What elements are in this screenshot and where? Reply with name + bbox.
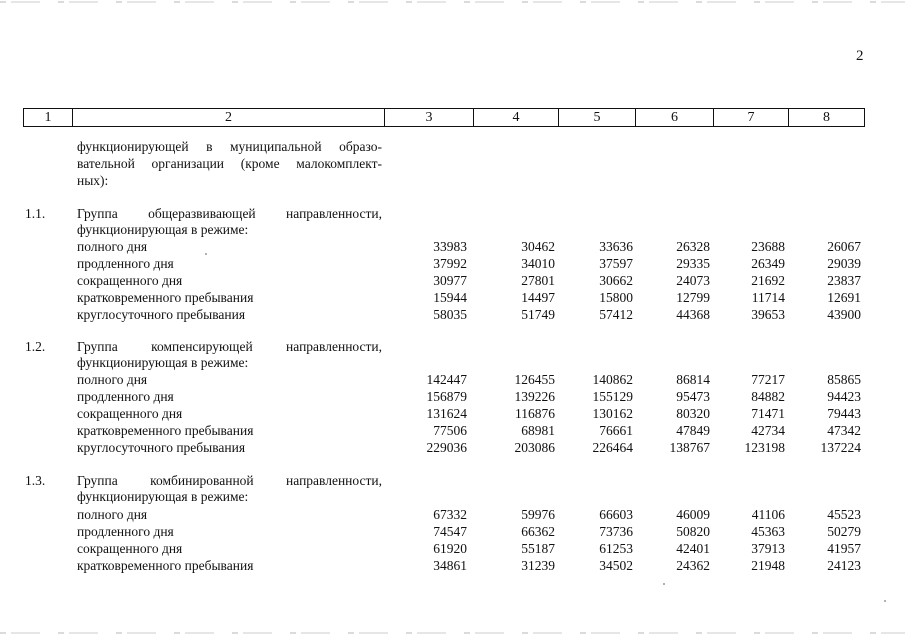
cell-value: 26328 [676, 239, 710, 254]
row-label: круглосуточного пребывания [77, 440, 246, 455]
page-number: 2 [856, 48, 864, 64]
cell-value: 45523 [827, 507, 861, 522]
cell-value: 26349 [751, 256, 785, 271]
row-label: сокращенного дня [77, 406, 183, 421]
row-label: полного дня [77, 239, 148, 254]
cell-value: 31239 [521, 558, 555, 573]
row-label: сокращенного дня [77, 541, 183, 556]
cell-value: 47342 [827, 423, 861, 438]
cell-value: 26067 [827, 239, 861, 254]
cell-value: 76661 [599, 423, 633, 438]
cell-value: 15944 [433, 290, 467, 305]
section-number: 1.2. [25, 339, 46, 354]
table-row [0, 371, 905, 388]
cell-value: 66603 [599, 507, 633, 522]
cell-value: 57412 [599, 307, 633, 322]
cell-value: 229036 [426, 440, 467, 455]
cell-value: 14497 [521, 290, 555, 305]
section-title-line: функционирующая в режиме: [77, 355, 249, 370]
cell-value: 80320 [676, 406, 710, 421]
cell-value: 44368 [676, 307, 710, 322]
cell-value: 137224 [820, 440, 861, 455]
cell-value: 15800 [599, 290, 633, 305]
cell-value: 33636 [599, 239, 633, 254]
cell-value: 50820 [676, 524, 710, 539]
section-title-line: функционирующая в режиме: [77, 489, 249, 504]
cell-value: 130162 [592, 406, 633, 421]
cell-value: 41106 [751, 507, 785, 522]
cell-value: 138767 [669, 440, 710, 455]
row-label: кратковременного пребывания [77, 423, 254, 438]
cell-value: 43900 [827, 307, 861, 322]
cell-value: 73736 [599, 524, 633, 539]
cell-value: 74547 [433, 524, 467, 539]
cell-value: 24073 [676, 273, 710, 288]
table-row [0, 255, 905, 272]
row-label: продленного дня [77, 256, 174, 271]
cell-value: 12691 [827, 290, 861, 305]
cell-value: 50279 [827, 524, 861, 539]
cell-value: 30977 [433, 273, 467, 288]
cell-value: 55187 [521, 541, 555, 556]
row-label: полного дня [77, 507, 148, 522]
header-cell: 3 [385, 109, 474, 127]
scan-artifact-top [0, 1, 905, 3]
cell-value: 61920 [433, 541, 467, 556]
row-label: полного дня [77, 372, 148, 387]
section-title-line: Группа компенсирующей направленности, [77, 339, 382, 354]
table-row [0, 405, 905, 422]
cell-value: 156879 [426, 389, 467, 404]
table-row [0, 388, 905, 405]
cell-value: 79443 [827, 406, 861, 421]
cell-value: 59976 [521, 507, 555, 522]
cell-value: 39653 [751, 307, 785, 322]
cell-value: 27801 [521, 273, 555, 288]
table-row [0, 272, 905, 289]
intro-text-line: вательной организации (кроме малокомплект- [77, 156, 382, 171]
cell-value: 66362 [521, 524, 555, 539]
cell-value: 37913 [751, 541, 785, 556]
table-row [0, 506, 905, 523]
section-number: 1.1. [25, 206, 46, 221]
cell-value: 12799 [676, 290, 710, 305]
cell-value: 37992 [433, 256, 467, 271]
header-cell: 6 [636, 109, 714, 127]
cell-value: 30462 [521, 239, 555, 254]
section-title-line: Группа общеразвивающей направленности, [77, 206, 382, 221]
row-label: кратковременного пребывания [77, 290, 254, 305]
header-cell: 5 [559, 109, 636, 127]
cell-value: 21692 [751, 273, 785, 288]
scan-speck [884, 600, 886, 602]
cell-value: 45363 [751, 524, 785, 539]
cell-value: 84882 [751, 389, 785, 404]
scan-speck [205, 253, 207, 255]
cell-value: 33983 [433, 239, 467, 254]
row-label: сокращенного дня [77, 273, 183, 288]
cell-value: 34502 [599, 558, 633, 573]
cell-value: 61253 [599, 541, 633, 556]
table-row [0, 557, 905, 574]
cell-value: 37597 [599, 256, 633, 271]
cell-value: 34861 [433, 558, 467, 573]
cell-value: 46009 [676, 507, 710, 522]
cell-value: 11714 [751, 290, 785, 305]
cell-value: 23837 [827, 273, 861, 288]
scan-speck [663, 583, 665, 585]
table-row [0, 306, 905, 323]
cell-value: 71471 [751, 406, 785, 421]
row-label: круглосуточного пребывания [77, 307, 246, 322]
table-row [0, 439, 905, 456]
table-row [0, 422, 905, 439]
cell-value: 86814 [676, 372, 710, 387]
cell-value: 95473 [676, 389, 710, 404]
header-cell: 7 [714, 109, 789, 127]
cell-value: 24362 [676, 558, 710, 573]
cell-value: 77506 [433, 423, 467, 438]
cell-value: 21948 [751, 558, 785, 573]
cell-value: 42401 [676, 541, 710, 556]
cell-value: 42734 [751, 423, 785, 438]
cell-value: 155129 [592, 389, 633, 404]
cell-value: 226464 [592, 440, 633, 455]
intro-text-line: функционирующей в муниципальной образо- [77, 139, 382, 154]
table-row [0, 540, 905, 557]
cell-value: 24123 [827, 558, 861, 573]
cell-value: 131624 [426, 406, 467, 421]
section-number: 1.3. [25, 473, 46, 488]
table-row [0, 289, 905, 306]
table-row [0, 523, 905, 540]
cell-value: 29335 [676, 256, 710, 271]
header-cell: 2 [73, 109, 385, 127]
cell-value: 139226 [514, 389, 555, 404]
cell-value: 85865 [827, 372, 861, 387]
cell-value: 47849 [676, 423, 710, 438]
cell-value: 142447 [426, 372, 467, 387]
cell-value: 77217 [751, 372, 785, 387]
cell-value: 58035 [433, 307, 467, 322]
cell-value: 29039 [827, 256, 861, 271]
table-row [0, 238, 905, 255]
cell-value: 203086 [514, 440, 555, 455]
row-label: кратковременного пребывания [77, 558, 254, 573]
intro-text-line: ных): [77, 173, 109, 188]
column-number-header [23, 108, 865, 127]
cell-value: 68981 [521, 423, 555, 438]
cell-value: 140862 [592, 372, 633, 387]
cell-value: 94423 [827, 389, 861, 404]
cell-value: 123198 [744, 440, 785, 455]
scan-artifact-bottom [0, 632, 905, 634]
cell-value: 51749 [521, 307, 555, 322]
cell-value: 116876 [515, 406, 555, 421]
section-title-line: функционирующая в режиме: [77, 222, 249, 237]
cell-value: 67332 [433, 507, 467, 522]
section-title-line: Группа комбинированной направленности, [77, 473, 382, 488]
cell-value: 126455 [514, 372, 555, 387]
cell-value: 23688 [751, 239, 785, 254]
header-cell: 4 [474, 109, 559, 127]
row-label: продленного дня [77, 524, 174, 539]
cell-value: 34010 [521, 256, 555, 271]
cell-value: 30662 [599, 273, 633, 288]
header-cell: 1 [24, 109, 73, 127]
header-cell: 8 [789, 109, 865, 127]
row-label: продленного дня [77, 389, 174, 404]
cell-value: 41957 [827, 541, 861, 556]
